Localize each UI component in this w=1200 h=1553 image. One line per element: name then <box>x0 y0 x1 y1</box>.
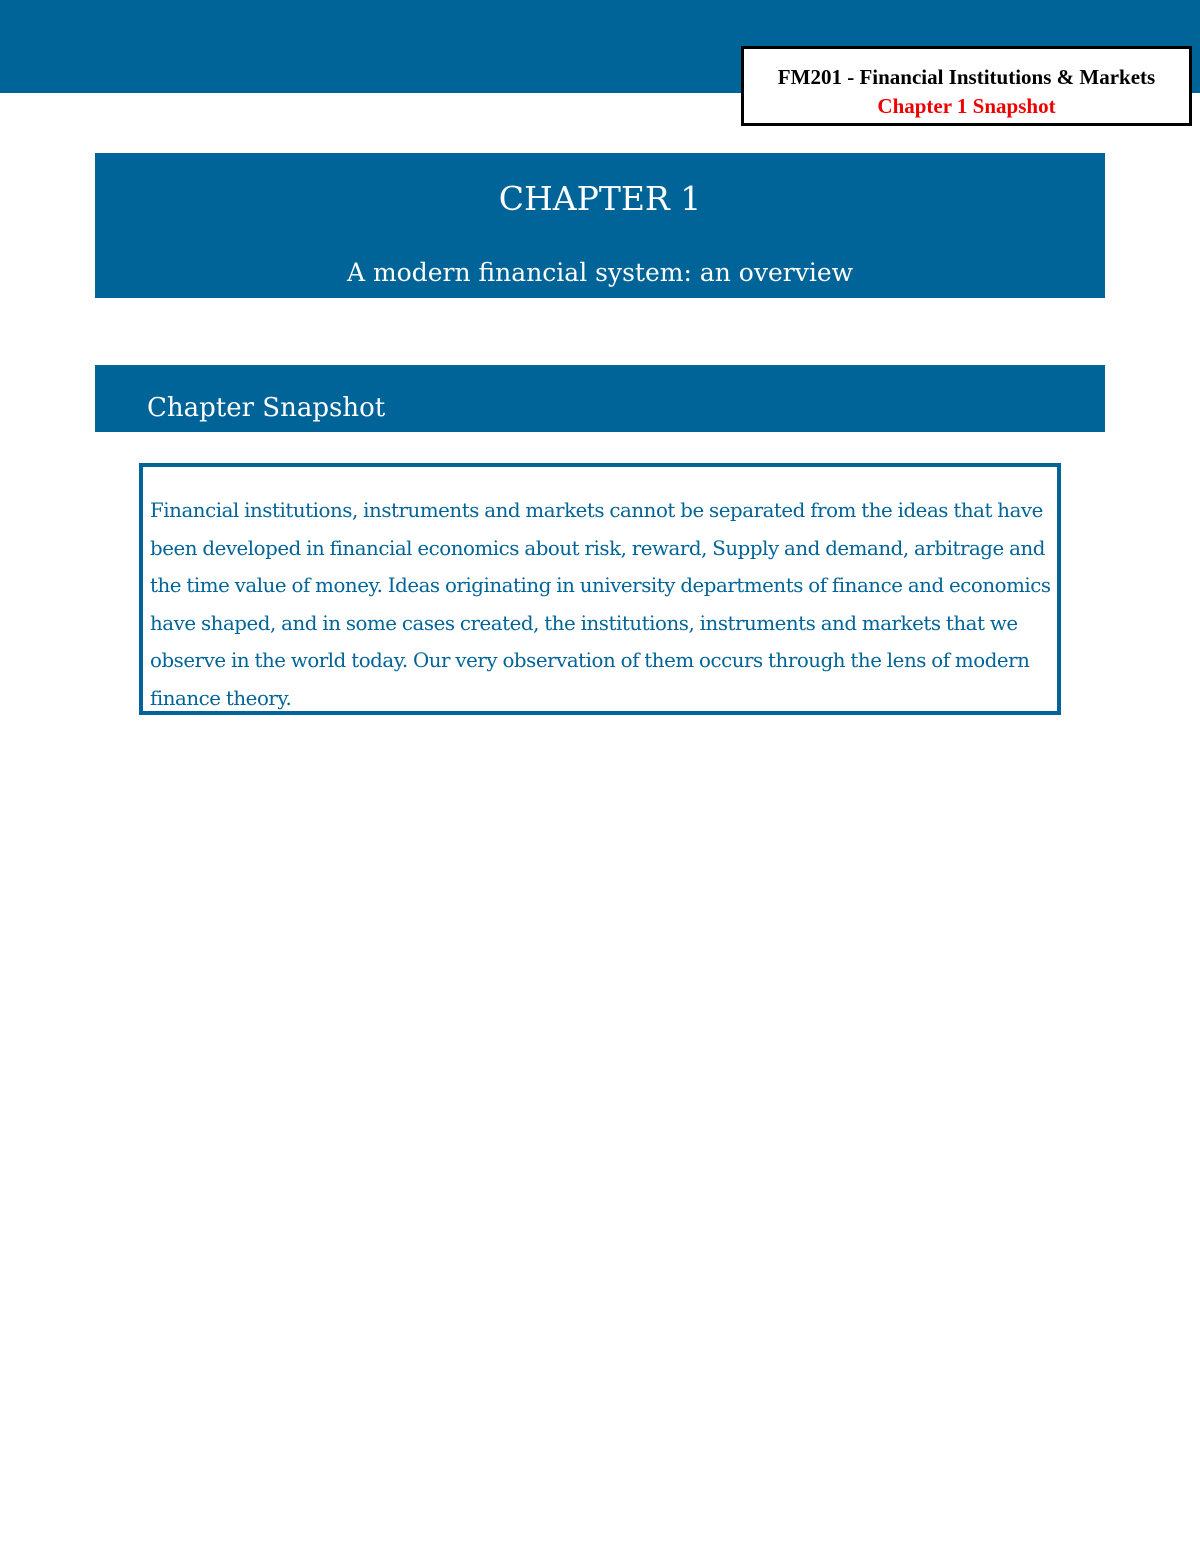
course-subtitle: Chapter 1 Snapshot <box>877 94 1056 118</box>
course-title: FM201 - Financial Institutions & Markets <box>777 65 1156 89</box>
chapter-title: A modern financial system: an overview <box>346 258 854 287</box>
chapter-banner <box>95 153 1105 298</box>
snapshot-summary-box <box>139 463 1061 715</box>
snapshot-heading: Chapter Snapshot <box>147 393 386 423</box>
chapter-number: CHAPTER 1 <box>498 179 702 218</box>
snapshot-summary-text: Financial institutions, instruments and markets cannot be separated from the ideas that have been developed in financial economics about risk, reward, Supply and demand, arbitrage and the time value of money. Ideas originating in university departments of finance and economics have shaped, and in some cases created, the institutions, instruments and markets that we observe in the world today. Our very observation of them occurs through the lens of modern finance theory. <box>150 499 1051 710</box>
snapshot-heading-band <box>95 365 1105 432</box>
course-label-box <box>741 46 1192 126</box>
